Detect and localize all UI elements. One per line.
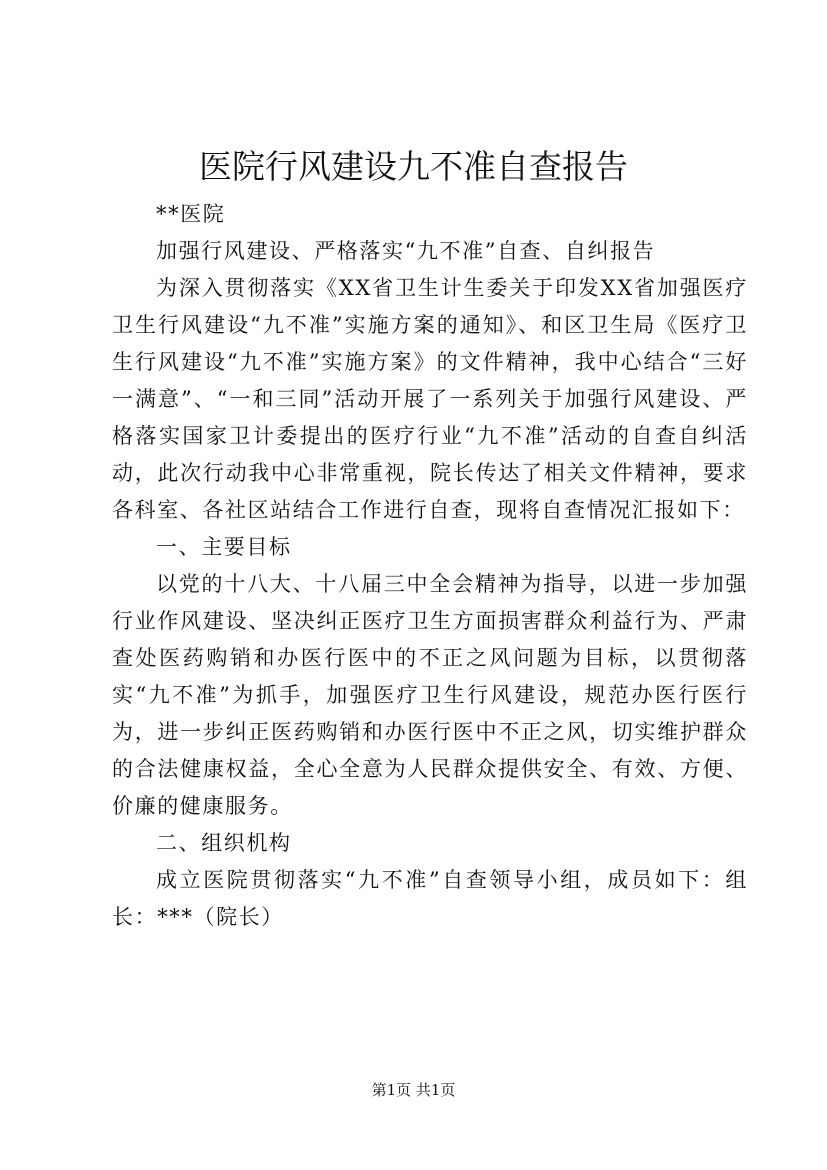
page-footer: 第1页 共1页 [371, 1081, 456, 1099]
document-title: 医院行风建设九不准自查报告 [199, 147, 628, 186]
organization-paragraph: 成立医院贯彻落实“九不准”自查领导小组，成员如下：组长：***（院长） [112, 868, 748, 929]
hospital-name: **医院 [156, 202, 226, 226]
document-body [112, 196, 748, 936]
section-heading-goals: 一、主要目标 [156, 535, 292, 559]
goals-paragraph: 以党的十八大、十八届三中全会精神为指导，以进一步加强行业作风建设、坚决纠正医疗卫生方面损害群众利益行为、严肃查处医药购销和办医行医中的不正之风问题为目标，以贯彻落实“九不准”为抓手，加强医疗卫生行风建设，规范办医行医行为，进一步纠正医药购销和办医行医中不正之风，切实维护群众的合法健康权益，全心全意为人民群众提供安全、有效、方便、价廉的健康服务。 [112, 572, 748, 818]
intro-paragraph: 为深入贯彻落实《XX省卫生计生委关于印发XX省加强医疗卫生行风建设“九不准”实施方案的通知》、和区卫生局《医疗卫生行风建设“九不准”实施方案》的文件精神，我中心结合“三好一满意”、“一和三同”活动开展了一系列关于加强行风建设、严格落实国家卫计委提出的医疗行业“九不准”活动的自查自纠活动，此次行动我中心非常重视，院长传达了相关文件精神，要求各科室、各社区站结合工作进行自查，现将自查情况汇报如下： [112, 276, 748, 522]
report-subtitle: 加强行风建设、严格落实“九不准”自查、自纠报告 [156, 239, 656, 263]
section-heading-organization: 二、组织机构 [156, 831, 292, 855]
